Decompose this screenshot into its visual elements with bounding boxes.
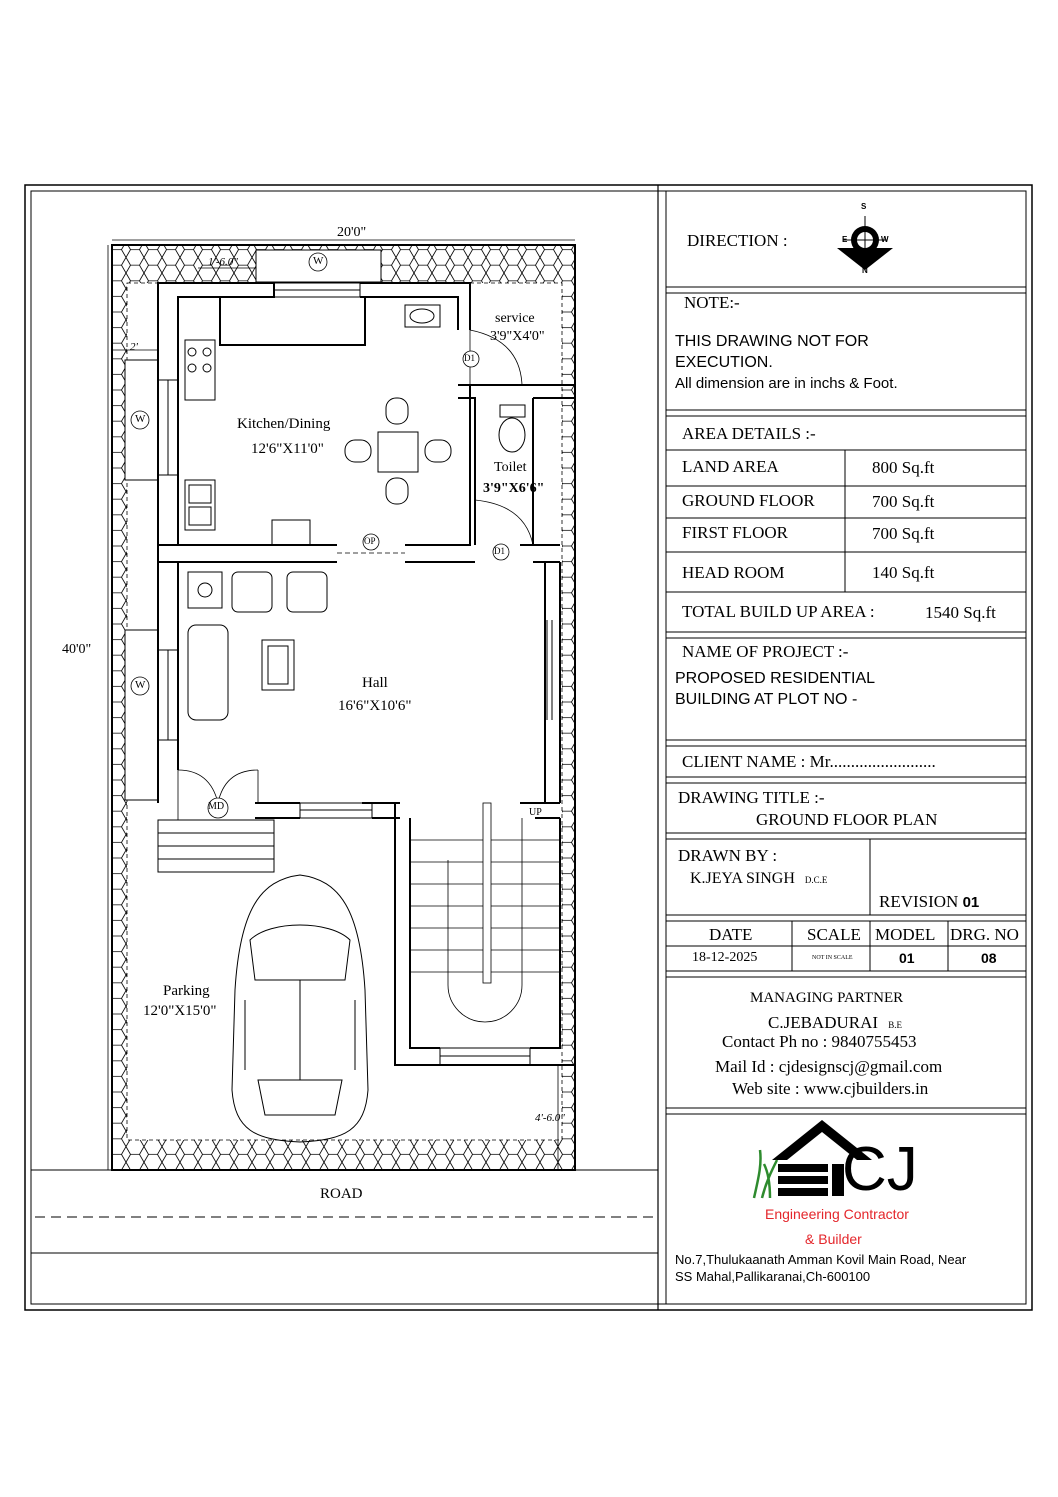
mail-id: Mail Id : cjdesignscj@gmail.com (715, 1057, 943, 1076)
toilet-room-name: Toilet (494, 460, 527, 475)
drg-no-label: DRG. NO (950, 925, 1019, 944)
date-label: DATE (709, 925, 753, 944)
opening-tag: OP (364, 536, 376, 546)
main-door-tag: MD (208, 801, 225, 812)
model-label: MODEL (875, 925, 936, 944)
service-room-name: service (495, 311, 535, 326)
drg-no-value: 08 (981, 950, 997, 966)
compass-west: W (881, 235, 889, 244)
client-name: CLIENT NAME : Mr......................... (682, 752, 936, 771)
logo-text: CJ (842, 1135, 918, 1204)
area-row-name: GROUND FLOOR (682, 491, 815, 510)
project-line-2: BUILDING AT PLOT NO - (675, 691, 858, 708)
managing-partner-label: MANAGING PARTNER (750, 990, 904, 1006)
compass-south: S (861, 202, 867, 211)
model-value: 01 (899, 950, 915, 966)
area-details-label: AREA DETAILS :- (682, 424, 816, 443)
total-area-label: TOTAL BUILD UP AREA : (682, 602, 875, 621)
contact-phone: Contact Ph no : 9840755453 (722, 1032, 917, 1051)
staircase (410, 803, 560, 1022)
car (232, 875, 368, 1142)
date-value: 18-12-2025 (692, 950, 758, 965)
stair-up-label: UP (529, 807, 542, 818)
window-tag: W (135, 413, 146, 425)
compass-north: N (862, 266, 868, 275)
hall-room-size: 16'6"X10'6" (338, 698, 412, 714)
address-line-1: No.7,Thulukaanath Amman Kovil Main Road, Near (675, 1252, 967, 1267)
road-label: ROAD (320, 1186, 363, 1202)
width-dimension: 20'0" (337, 225, 367, 240)
setback-right: 4'-6.0" (535, 1112, 565, 1124)
project-label: NAME OF PROJECT :- (682, 642, 849, 661)
parking-name: Parking (163, 983, 210, 999)
toilet-room-size: 3'9"X6'6" (483, 481, 545, 496)
setback-top: 1'-6.0" (208, 256, 238, 268)
drawn-by-name: K.JEYA SINGH D.C.E (690, 870, 828, 887)
company-line-1: Engineering Contractor (765, 1206, 909, 1222)
area-row-value: 700 Sq.ft (872, 492, 935, 511)
hall-room-name: Hall (362, 675, 388, 691)
area-row-name: LAND AREA (682, 457, 779, 476)
door-tag: D1 (494, 546, 505, 556)
scale-label: SCALE (807, 925, 861, 944)
area-row-value: 800 Sq.ft (872, 458, 935, 477)
partner-name: C.JEBADURAI B.E (768, 1013, 903, 1032)
direction-label: DIRECTION : (687, 231, 788, 250)
door-tag: D1 (464, 353, 475, 363)
note-label: NOTE:- (684, 293, 740, 312)
area-row-value: 140 Sq.ft (872, 563, 935, 582)
window-tag: W (135, 679, 146, 691)
area-row-name: FIRST FLOOR (682, 523, 788, 542)
area-row-name: HEAD ROOM (682, 563, 785, 582)
windows (158, 283, 552, 1065)
note-line-2: EXECUTION. (675, 354, 773, 371)
parking-size: 12'0"X15'0" (143, 1003, 217, 1019)
website: Web site : www.cjbuilders.in (732, 1079, 929, 1098)
drawn-by-label: DRAWN BY : (678, 846, 778, 865)
project-line-1: PROPOSED RESIDENTIAL (675, 670, 876, 687)
note-line-3: All dimension are in inchs & Foot. (675, 375, 898, 392)
company-line-2: & Builder (805, 1231, 862, 1247)
compass-east: E (842, 235, 848, 244)
window-tag: W (313, 255, 324, 267)
total-area-value: 1540 Sq.ft (925, 603, 996, 622)
walls (158, 283, 575, 1065)
kitchen-room-name: Kitchen/Dining (237, 416, 331, 432)
revision: REVISION 01 (879, 892, 980, 911)
depth-dimension: 40'0" (62, 642, 92, 657)
setback-left: 2' (130, 341, 138, 353)
drawing-title-label: DRAWING TITLE :- (678, 788, 825, 807)
area-row-value: 700 Sq.ft (872, 524, 935, 543)
kitchen-room-size: 12'6"X11'0" (251, 441, 324, 457)
note-line-1: THIS DRAWING NOT FOR (675, 333, 869, 350)
scale-value: NOT IN SCALE (812, 955, 853, 961)
service-room-size: 3'9"X4'0" (490, 329, 545, 344)
drawing-title: GROUND FLOOR PLAN (756, 810, 938, 829)
address-line-2: SS Mahal,Pallikaranai,Ch-600100 (675, 1269, 871, 1284)
